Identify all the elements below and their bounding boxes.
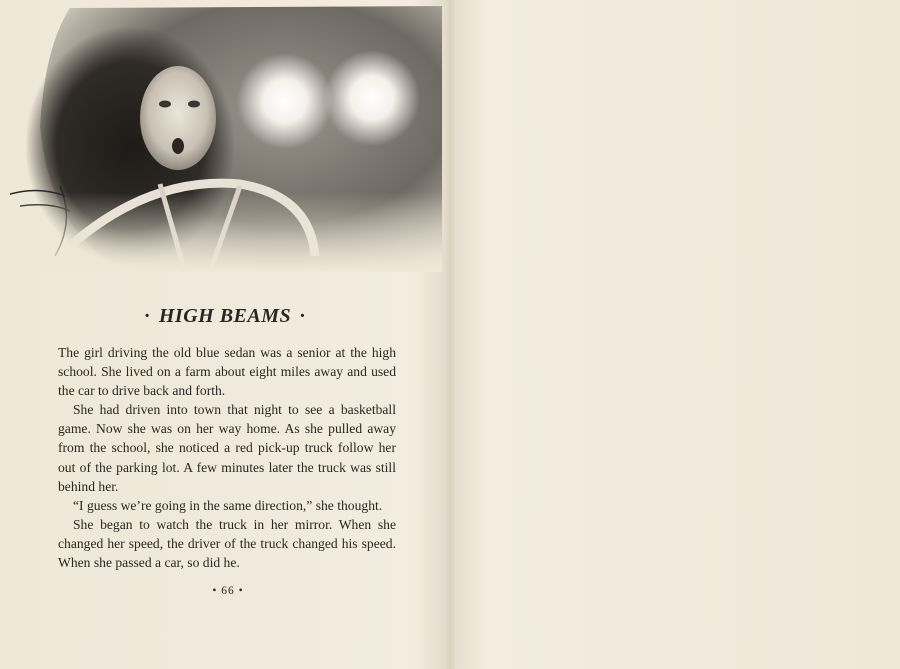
paragraph: She began to watch the truck in her mirror. When she changed her speed, the driver of the truck changed his speed. When she passed a car, so did he. bbox=[58, 516, 396, 571]
title-ornament-right: · bbox=[299, 305, 307, 327]
paragraph: “I guess we’re going in the same direction,” she thought. bbox=[73, 497, 383, 513]
page-number-left: • 66 • bbox=[212, 585, 244, 597]
left-page-body bbox=[58, 343, 396, 572]
title-ornament-left: · bbox=[143, 305, 151, 327]
right-page bbox=[450, 0, 900, 669]
illustration-girl-driving bbox=[10, 6, 442, 272]
paragraph: She had driven into town that night to see a basketball game. Now she was on her way home. As she pulled away from the school, she noticed a red pick-up truck follow her out of the parking lot. A few minutes later the truck was still behind her. bbox=[58, 402, 396, 494]
story-title-text: HIGH BEAMS bbox=[158, 305, 292, 327]
story-title bbox=[0, 305, 450, 328]
paragraph: The girl driving the old blue sedan was a senior at the high school. She lived on a farm about eight miles away and used the car to drive back and forth. bbox=[58, 345, 396, 399]
